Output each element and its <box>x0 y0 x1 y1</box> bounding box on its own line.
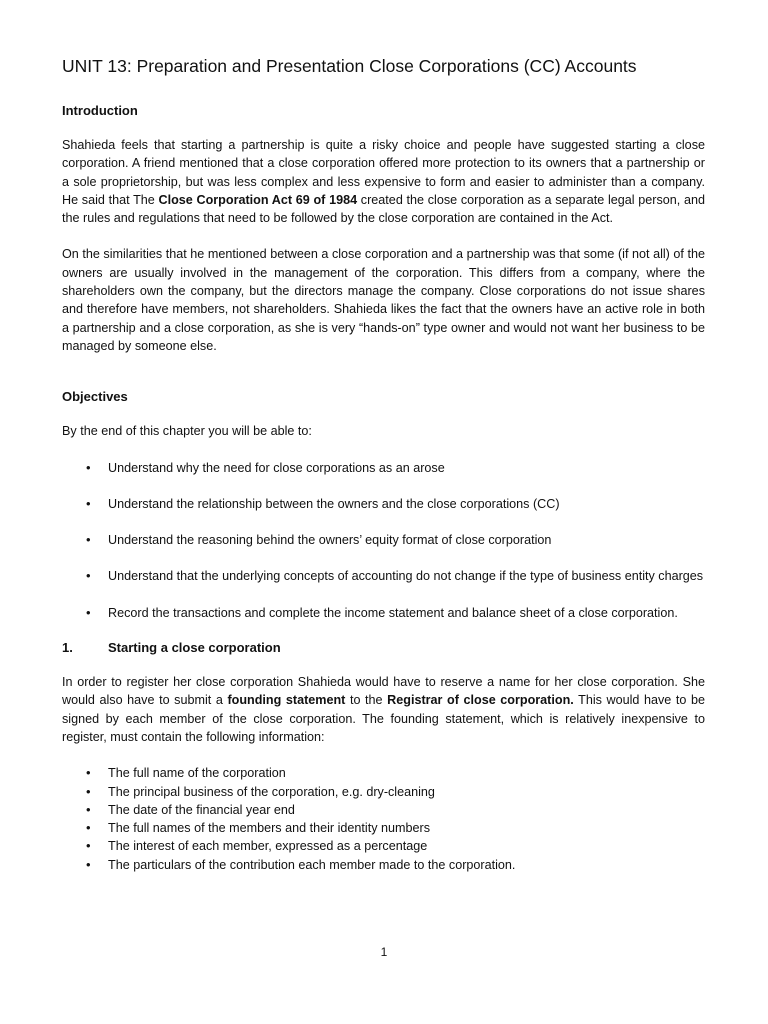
list-item: • Understand why the need for close corporations as an arose <box>62 459 705 477</box>
objectives-heading: Objectives <box>62 389 128 405</box>
introduction-paragraph-2: On the similarities that he mentioned between a close corporation and a partnership was that some (if not all) of the owners are usually involved in the management of the corporation. This differs from a company, where the shareholders own the company, but the directors manage the company. Close corporations do not issue shares and therefore have members, not shareholders. Shahieda likes the fact that the owners have an active role in both a partnership and a close corporation, as she is very “hands-on” type owner and would not want her business to be managed by someone else. <box>62 247 705 353</box>
page-number: 1 <box>380 945 388 959</box>
section-1-paragraph: In order to register her close corporation Shahieda would have to reserve a name for her close corporation. She would also have to submit a founding statement to the Registrar of close corporation. This would have to be signed by each member of the close corporation. The founding statement, which is relatively inexpensive to register, must contain the following information: <box>62 675 705 744</box>
list-item: • The particulars of the contribution each member made to the corporation. <box>62 856 705 874</box>
list-item: • The date of the financial year end <box>62 801 705 819</box>
list-item: • Understand the relationship between the owners and the close corporations (CC) <box>62 495 705 513</box>
section-number: 1. <box>62 640 73 656</box>
list-item: • Understand that the underlying concepts of accounting do not change if the type of business entity charges <box>62 567 705 585</box>
objectives-list <box>62 459 705 622</box>
section-1-heading <box>62 640 705 655</box>
introduction-heading: Introduction <box>62 103 138 118</box>
list-item: • Record the transactions and complete the income statement and balance sheet of a close corporation. <box>62 604 705 622</box>
introduction-paragraph-1: Shahieda feels that starting a partnership is quite a risky choice and people have suggested starting a close corporation. A friend mentioned that a close corporation offered more protection to its owners that a partnership or a sole proprietorship, but was less complex and less expensive to form and easier to administer than a company. He said that The Close Corporation Act 69 of 1984 created the close corporation as a separate legal person, and the rules and regulations that need to be followed by the close corporation are contained in the Act. <box>62 138 705 226</box>
list-item: • The principal business of the corporation, e.g. dry-cleaning <box>62 783 705 801</box>
list-item: • The interest of each member, expressed as a percentage <box>62 837 705 855</box>
page-title: UNIT 13: Preparation and Presentation Close Corporations (CC) Accounts <box>62 56 637 76</box>
objectives-lead: By the end of this chapter you will be able to: <box>62 424 312 439</box>
founding-statement-list <box>62 764 705 874</box>
document-page <box>62 56 705 874</box>
section-title: Starting a close corporation <box>108 640 281 656</box>
act-reference: Close Corporation Act 69 of 1984 <box>158 192 358 207</box>
list-item: • Understand the reasoning behind the owners’ equity format of close corporation <box>62 531 705 549</box>
list-item: • The full name of the corporation <box>62 764 705 782</box>
list-item: • The full names of the members and their identity numbers <box>62 819 705 837</box>
